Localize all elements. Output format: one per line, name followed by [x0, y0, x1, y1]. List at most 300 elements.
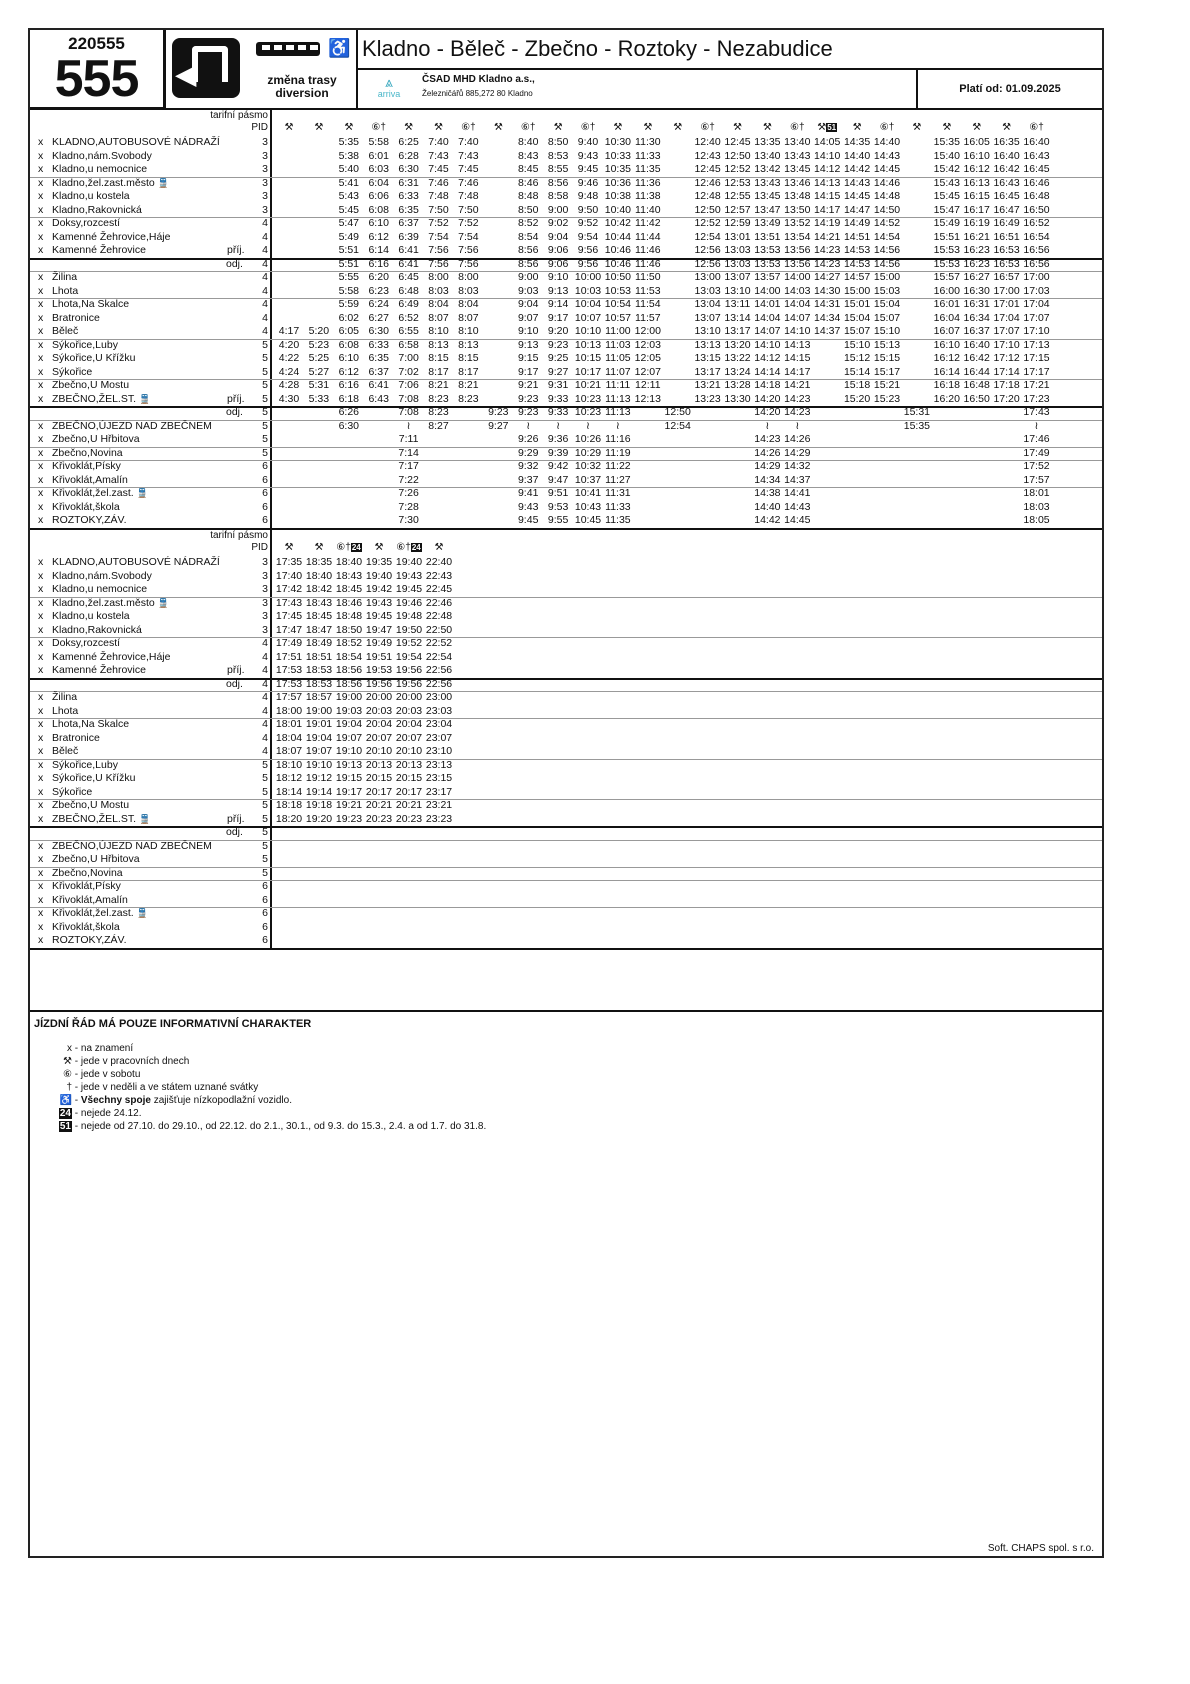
departure-time: 13:21: [694, 379, 721, 391]
service-symbol: ⚒: [314, 542, 324, 553]
request-stop-mark: x: [38, 799, 44, 811]
departure-time: 23:03: [425, 704, 453, 717]
departure-time: 13:07: [694, 311, 721, 324]
zone-value: 3: [262, 163, 268, 175]
departure-time: 11:27: [605, 473, 631, 486]
zone-value: 4: [262, 217, 268, 229]
departure-time: 7:11: [398, 433, 419, 445]
arr-dep-mark: odj.: [226, 257, 243, 270]
departure-time: 11:46: [635, 257, 661, 270]
departure-time: 14:40: [754, 500, 781, 513]
request-stop-mark: x: [38, 583, 44, 595]
departure-time: 13:42: [754, 163, 781, 175]
departure-time: 9:06: [547, 257, 569, 270]
departure-time: 16:10: [963, 149, 990, 162]
departure-time: 7:02: [398, 365, 419, 378]
departure-time: 9:26: [517, 433, 539, 445]
departure-time: 7:56: [458, 244, 479, 256]
table-row: [30, 312, 1102, 326]
departure-time: 8:50: [517, 203, 539, 216]
departure-time: 20:15: [365, 772, 393, 784]
departure-time: 18:14: [275, 785, 303, 798]
departure-time: 9:15: [517, 352, 539, 364]
stop-name: KLADNO,AUTOBUSOVÉ NÁDRAŽÍ: [52, 136, 220, 148]
stop-name: Křivoklát,Písky: [52, 460, 121, 472]
zone-value: 3: [262, 569, 268, 582]
departure-time: 8:13: [428, 338, 449, 351]
departure-time: 22:56: [425, 664, 453, 676]
departure-time: 13:53: [754, 257, 781, 270]
departure-time: 16:42: [993, 163, 1020, 175]
departure-time: 6:23: [368, 284, 389, 297]
departure-time: 14:42: [843, 163, 871, 175]
request-stop-mark: x: [38, 271, 44, 283]
stop-name: Lhota,Na Skalce: [52, 298, 130, 310]
departure-time: 18:46: [335, 596, 363, 609]
zone-value: 3: [262, 203, 268, 216]
request-stop-mark: x: [38, 487, 44, 499]
service-symbol: ⚒: [493, 122, 503, 133]
departure-time: 6:14: [368, 244, 389, 256]
departure-time: 20:03: [365, 704, 393, 717]
departure-time: 18:45: [305, 610, 333, 622]
departure-time: 11:33: [635, 149, 661, 162]
departure-time: 19:50: [395, 623, 423, 636]
departure-time: 6:48: [398, 284, 419, 297]
departure-time: 16:45: [993, 190, 1020, 202]
departure-time: 13:50: [784, 203, 811, 216]
departure-time: 16:10: [933, 338, 960, 351]
request-stop-mark: x: [38, 203, 44, 216]
departure-time: 10:07: [574, 311, 602, 324]
zone-value: 5: [262, 853, 268, 865]
zone-value: 4: [262, 284, 268, 297]
departure-time: 17:21: [1023, 379, 1050, 391]
stop-name: Křivoklát,škola: [52, 920, 120, 933]
request-stop-mark: x: [38, 866, 44, 879]
departure-time: 13:40: [784, 136, 811, 148]
legend-item: ⑥ - jede v sobotu: [44, 1068, 1102, 1081]
service-symbol: ⚒: [643, 122, 653, 133]
wheelchair-icon: ♿: [328, 38, 351, 58]
departure-time: 18:56: [335, 677, 363, 690]
departure-time: 19:47: [365, 623, 393, 636]
departure-time: 15:18: [843, 379, 871, 391]
departure-time: 9:02: [547, 217, 569, 229]
request-stop-mark: x: [38, 379, 44, 391]
request-stop-mark: x: [38, 298, 44, 310]
request-stop-mark: x: [38, 650, 44, 663]
zone-value: 6: [262, 907, 268, 919]
departure-time: 15:35: [903, 419, 931, 432]
departure-time: 16:20: [933, 392, 960, 405]
departure-time: 5:20: [308, 325, 330, 337]
departure-time: 5:45: [338, 203, 360, 216]
stop-name: Běleč: [52, 745, 79, 757]
departure-time: 13:11: [724, 298, 751, 310]
departure-time: 15:42: [933, 163, 960, 175]
table-row: [30, 637, 1102, 651]
departure-time: 20:17: [365, 785, 393, 798]
departure-time: 8:50: [547, 136, 569, 148]
departure-time: 14:26: [754, 446, 781, 459]
arriva-logo-icon: ⩓ arriva: [377, 74, 401, 99]
departure-time: 14:23: [754, 433, 781, 445]
departure-time: 15:15: [873, 352, 901, 364]
departure-time: 11:54: [635, 298, 661, 310]
departure-time: 19:12: [305, 772, 333, 784]
departure-time: 6:20: [368, 271, 389, 283]
departure-time: ≀: [1034, 419, 1039, 432]
service-symbol: ⑥†24: [396, 542, 421, 553]
departure-time: 23:04: [425, 718, 453, 730]
departure-time: 15:40: [933, 149, 960, 162]
departure-time: 5:58: [368, 136, 389, 148]
request-stop-mark: x: [38, 230, 44, 243]
departure-time: 10:37: [574, 473, 602, 486]
departure-time: 6:30: [398, 163, 419, 175]
table-row: [30, 487, 1102, 501]
departure-time: 16:31: [963, 298, 990, 310]
departure-time: 19:40: [365, 569, 393, 582]
departure-time: 23:00: [425, 691, 453, 703]
zone-value: 5: [262, 826, 268, 838]
stop-name: Sýkořice: [52, 785, 93, 798]
departure-time: 18:53: [305, 677, 333, 690]
departure-time: 11:38: [635, 190, 661, 202]
legend-item: † - jede v neděli a ve státem uznané svátky: [44, 1081, 1102, 1094]
departure-time: 14:15: [784, 352, 811, 364]
departure-time: 14:03: [784, 284, 811, 297]
legend-text: nejede 24.12.: [80, 1108, 142, 1119]
departure-time: 9:17: [547, 311, 569, 324]
departure-time: 15:43: [933, 176, 960, 189]
table-row: [30, 393, 1102, 407]
zone-value: 4: [262, 637, 268, 649]
departure-time: 22:56: [425, 677, 453, 690]
stop-name: Žilina: [52, 691, 78, 703]
stop-name: Sýkořice,U Křížku: [52, 772, 136, 784]
departure-time: 8:15: [458, 352, 479, 364]
departure-time: 14:04: [754, 311, 781, 324]
departure-time: 17:15: [1023, 352, 1050, 364]
table-row: [30, 204, 1102, 218]
departure-time: 18:51: [305, 650, 333, 663]
zone-value: 5: [262, 365, 268, 378]
departure-time: 6:41: [398, 257, 419, 270]
line-code: 220555: [68, 34, 125, 53]
legend-item: 51 - nejede od 27.10. do 29.10., od 22.12. do 2.1., 30.1., od 9.3. do 15.3., 2.4. a od 1.7. do 31.8.: [44, 1120, 1102, 1133]
departure-time: 18:40: [335, 556, 363, 568]
departure-time: 16:13: [963, 176, 990, 189]
departure-time: 11:30: [635, 136, 661, 148]
departure-time: 11:44: [635, 230, 661, 243]
table-row: [30, 624, 1102, 638]
departure-time: 17:35: [275, 556, 303, 568]
zone-value: 3: [262, 596, 268, 609]
departure-time: 23:07: [425, 731, 453, 744]
departure-time: 5:35: [338, 136, 360, 148]
departure-time: 14:35: [843, 136, 871, 148]
table-row: [30, 570, 1102, 584]
zone-value: 5: [262, 812, 268, 825]
departure-time: 14:07: [784, 311, 811, 324]
departure-time: 6:43: [368, 392, 389, 405]
departure-time: 14:29: [754, 460, 781, 472]
service-symbol: ⚒: [673, 122, 683, 133]
departure-time: 6:12: [338, 365, 360, 378]
departure-time: 9:51: [547, 487, 569, 499]
departure-time: 10:57: [604, 311, 632, 324]
table-row: [30, 244, 1102, 258]
departure-time: 9:50: [577, 203, 599, 216]
departure-time: 15:47: [933, 203, 960, 216]
departure-time: 15:00: [843, 284, 871, 297]
pid-label: PID: [251, 542, 268, 553]
departure-time: 16:23: [963, 257, 990, 270]
table-row: [30, 813, 1102, 827]
table-row: [30, 325, 1102, 339]
departure-time: 20:04: [395, 718, 423, 730]
departure-time: 9:33: [547, 392, 569, 405]
departure-time: 19:10: [335, 745, 363, 757]
departure-time: 15:12: [843, 352, 871, 364]
departure-time: 13:48: [784, 190, 811, 202]
departure-time: 17:00: [993, 284, 1020, 297]
departure-time: 9:17: [517, 365, 539, 378]
departure-time: 14:51: [843, 230, 871, 243]
departure-time: 10:21: [574, 379, 602, 391]
departure-time: 20:00: [395, 691, 423, 703]
departure-time: 20:23: [395, 812, 423, 825]
departure-time: 16:49: [993, 217, 1020, 229]
line-number-box: [30, 30, 166, 110]
stop-name: Lhota,Na Skalce: [52, 718, 130, 730]
departure-time: 7:40: [458, 136, 479, 148]
stop-name: Kamenné Žehrovice: [52, 664, 146, 676]
table-row: [30, 786, 1102, 800]
departure-time: 19:21: [335, 799, 363, 811]
departure-time: 17:03: [1023, 284, 1050, 297]
departure-time: 20:10: [365, 745, 393, 757]
table-row: [30, 799, 1102, 813]
stop-name: Sýkořice,Luby: [52, 338, 118, 351]
service-symbol: ⚒: [284, 122, 294, 133]
stop-name: Zbečno,Novina: [52, 866, 123, 879]
departure-time: 17:20: [993, 392, 1020, 405]
departure-time: 13:22: [724, 352, 751, 364]
departure-time: 9:43: [517, 500, 539, 513]
departure-time: 14:10: [814, 149, 841, 162]
departure-time: 9:36: [547, 433, 569, 445]
departure-time: 4:24: [278, 365, 300, 378]
departure-time: 13:24: [724, 365, 751, 378]
departure-time: 7:45: [458, 163, 479, 175]
departure-time: 8:00: [428, 271, 449, 283]
request-stop-mark: x: [38, 352, 44, 364]
departure-time: 15:53: [933, 244, 960, 256]
departure-time: 13:07: [724, 271, 751, 283]
operator-name: ČSAD MHD Kladno a.s.,: [422, 74, 535, 85]
departure-time: 10:04: [574, 298, 602, 310]
departure-time: 17:10: [1023, 325, 1050, 337]
departure-time: 15:31: [903, 406, 931, 418]
departure-time: 18:47: [305, 623, 333, 636]
table-row: [30, 921, 1102, 935]
departure-time: 16:07: [933, 325, 960, 337]
departure-time: 8:21: [428, 379, 449, 391]
footer-credit: Soft. CHAPS spol. s r.o.: [987, 1543, 1094, 1554]
request-stop-mark: x: [38, 623, 44, 636]
departure-time: 14:34: [754, 473, 781, 486]
departure-time: 17:45: [275, 610, 303, 622]
departure-time: 13:35: [754, 136, 781, 148]
departure-time: 6:03: [368, 163, 389, 175]
table-row: [30, 772, 1102, 786]
legend: [30, 1010, 1102, 1133]
note-badge: 51: [827, 123, 837, 132]
departure-time: 9:13: [517, 338, 539, 351]
departure-time: 8:58: [547, 190, 569, 202]
stop-name: Lhota: [52, 704, 79, 717]
departure-time: ≀: [795, 419, 800, 432]
zone-value: 6: [262, 500, 268, 513]
departure-time: 13:20: [724, 338, 751, 351]
departure-time: 6:39: [398, 230, 419, 243]
zone-value: 5: [262, 799, 268, 811]
departure-time: 18:35: [305, 556, 333, 568]
departure-time: 8:52: [517, 217, 539, 229]
departure-time: 16:40: [993, 149, 1020, 162]
departure-time: 19:51: [365, 650, 393, 663]
departure-time: 17:04: [993, 311, 1020, 324]
departure-time: 10:44: [604, 230, 632, 243]
departure-time: 8:54: [517, 230, 539, 243]
service-symbol: ⚒: [613, 122, 623, 133]
departure-time: 6:16: [368, 257, 389, 270]
departure-time: 9:43: [577, 149, 599, 162]
zone-value: 4: [262, 325, 268, 337]
departure-time: 9:39: [547, 446, 569, 459]
departure-time: ≀: [556, 419, 561, 432]
request-stop-mark: x: [38, 556, 44, 568]
stop-name: Křivoklát,Amalín: [52, 473, 128, 486]
departure-time: 20:07: [395, 731, 423, 744]
zone-value: 6: [262, 514, 268, 526]
departure-time: 20:03: [395, 704, 423, 717]
stop-name: Kladno,u kostela: [52, 610, 130, 622]
departure-time: 9:10: [517, 325, 539, 337]
departure-time: 7:17: [398, 460, 419, 472]
table-row: [30, 880, 1102, 894]
departure-time: 13:51: [754, 230, 781, 243]
table-row: [30, 150, 1102, 164]
departure-time: 18:12: [275, 772, 303, 784]
zone-value: 3: [262, 136, 268, 148]
departure-time: 14:01: [754, 298, 781, 310]
departure-time: 5:47: [338, 217, 360, 229]
departure-time: 14:56: [873, 257, 901, 270]
table-row: [30, 651, 1102, 665]
request-stop-mark: x: [38, 893, 44, 906]
operator-box: [358, 70, 918, 110]
zone-value: 4: [262, 298, 268, 310]
departure-time: 16:54: [1023, 230, 1050, 243]
departure-time: 10:38: [604, 190, 632, 202]
departure-time: 11:05: [605, 352, 631, 364]
request-stop-mark: x: [38, 338, 44, 351]
departure-time: 16:56: [1023, 244, 1050, 256]
departure-time: 15:51: [933, 230, 960, 243]
departure-time: 15:10: [843, 338, 871, 351]
departure-time: 6:41: [398, 244, 419, 256]
departure-time: 13:56: [784, 257, 811, 270]
departure-time: 14:05: [814, 136, 841, 148]
departure-time: 8:23: [428, 406, 449, 418]
departure-time: 16:53: [993, 244, 1020, 256]
stop-name: Sýkořice: [52, 365, 93, 378]
departure-time: 7:00: [398, 352, 419, 364]
departure-time: 11:00: [605, 325, 631, 337]
departure-time: 10:30: [604, 136, 632, 148]
legend-text: jede v pracovních dnech: [80, 1056, 190, 1067]
departure-time: 19:43: [395, 569, 423, 582]
departure-time: 9:27: [488, 419, 509, 432]
table-row: [30, 447, 1102, 461]
departure-time: 8:10: [428, 325, 449, 337]
departure-time: 6:31: [398, 176, 419, 189]
operator-address: Železničářů 885,272 80 Kladno: [422, 89, 533, 98]
arr-dep-mark: příj.: [227, 244, 245, 256]
departure-time: 22:48: [425, 610, 453, 622]
departure-time: 16:43: [993, 176, 1020, 189]
departure-time: 9:27: [547, 365, 569, 378]
zone-value: 4: [262, 257, 268, 270]
zone-value: 3: [262, 623, 268, 636]
departure-time: 19:04: [305, 731, 333, 744]
departure-time: 9:13: [547, 284, 569, 297]
departure-time: 15:17: [873, 365, 901, 378]
departure-time: 14:26: [784, 433, 811, 445]
departure-time: 16:37: [963, 325, 990, 337]
departure-time: 14:30: [814, 284, 841, 297]
departure-time: 8:27: [428, 419, 449, 432]
service-symbol: ⚒: [942, 122, 952, 133]
departure-time: 14:20: [754, 406, 781, 418]
departure-time: 19:43: [365, 596, 393, 609]
departure-time: 13:03: [694, 284, 721, 297]
departure-time: 12:13: [634, 392, 661, 405]
departure-time: 7:54: [458, 230, 479, 243]
departure-time: 8:45: [517, 163, 539, 175]
request-stop-mark: x: [38, 920, 44, 933]
departure-time: 14:20: [754, 392, 781, 405]
request-stop-mark: x: [38, 664, 44, 676]
departure-time: 15:14: [843, 365, 871, 378]
train-icon: 🚆: [157, 597, 169, 608]
departure-time: 14:13: [784, 338, 811, 351]
departure-time: 14:48: [873, 190, 901, 202]
stop-name: Doksy,rozcestí: [52, 637, 121, 649]
table-row: [30, 474, 1102, 488]
departure-time: 19:42: [365, 583, 393, 595]
departure-time: 15:04: [873, 298, 901, 310]
request-stop-mark: x: [38, 284, 44, 297]
request-stop-mark: x: [38, 772, 44, 784]
departure-time: 16:01: [933, 298, 960, 310]
departure-time: 17:01: [993, 298, 1020, 310]
request-stop-mark: x: [38, 596, 44, 609]
